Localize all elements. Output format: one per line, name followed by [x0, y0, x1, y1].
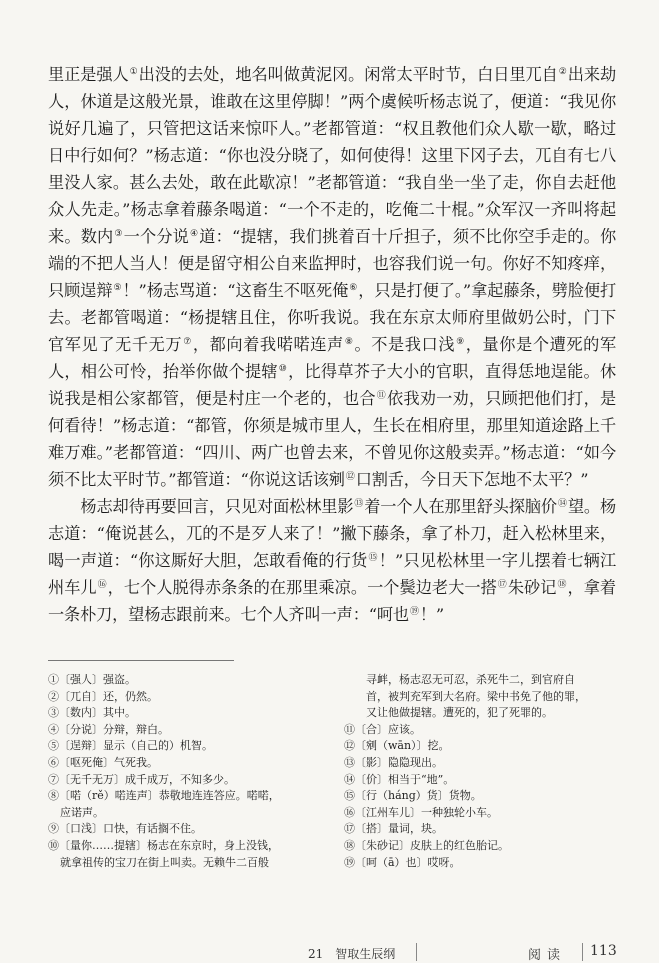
- footnotes-left-column: [48, 672, 320, 871]
- footnote: ⑦〔无千无万〕成千成万，不知多少。: [48, 772, 235, 786]
- text-run: ！”只见松林里一字儿摆着七辆江州车儿: [48, 551, 616, 597]
- footnote-marker: ⑬: [354, 499, 364, 509]
- text-run: ，拿着一条朴刀，望杨志跟前来。七个人齐叫一声：“呵也: [48, 578, 616, 624]
- footnote: ⑯〔江州车儿〕一种独轮小车。: [344, 805, 498, 819]
- lesson-title: 21 智取生辰纲: [308, 947, 396, 961]
- footnote: ⑬〔影〕隐隐现出。: [344, 755, 443, 769]
- text-run: 。不是我口浅: [354, 335, 456, 354]
- text-run: 道：“提辖，我们挑着百十斤担子，须不比你空手走的。你端的不把人当人！便是留守相公自来监押时，也容我们说一句。你好不知疼痒，只顾逞辩: [48, 227, 617, 300]
- footnote: ③〔数内〕其中。: [48, 706, 136, 720]
- footnote-marker: ③: [114, 229, 123, 239]
- text-run: 朱砂记: [507, 578, 557, 597]
- footnote: ⑤〔逞辩〕显示（自己的）机智。: [48, 739, 213, 753]
- footnote-marker: ⑪: [376, 391, 386, 401]
- text-run: ！”杨志骂道：“这畜生不呕死俺: [122, 281, 349, 300]
- footnote-marker: ⑫: [345, 472, 355, 482]
- footnote-marker: ①: [129, 67, 138, 77]
- footer-divider: [582, 943, 583, 961]
- footnote-line: 又让他做提辖。遭死的，犯了死罪的。: [366, 706, 553, 720]
- footnotes-right-column: [344, 672, 622, 871]
- text-run: 依我劝一劝，只顾把他们打，是何看待！”杨志道：“都管，你须是城市里人，生长在相府里，那里知道途路上千难万难。”老都管道：“四川、两广也曾去来，不曾见你这般卖弄。”杨志道：“如今须不比太平时节。”都管道：“你说这话该剜: [48, 389, 616, 489]
- footnote-marker: ⑮: [368, 553, 378, 563]
- text-run: 口割舌，今日天下怎地不太平？”: [355, 470, 589, 489]
- footnote-line: 首，被判充军到大名府。梁中书免了他的罪，: [366, 689, 586, 703]
- footnote-marker: ⑲: [409, 607, 419, 617]
- footnote-marker: ④: [190, 229, 199, 239]
- footnote: ⑧〔喏（rě）喏连声〕恭敬地连连答应。喏喏， 应诺声。: [48, 789, 280, 819]
- text-run: 出来劫人，休道是这般光景，谁敢在这里停脚！”两个虞候听杨志说了，便道：“我见你说好几遍了，只管把这话来惊吓人。”老都管道：“权且教他们众人歇一歇，略过日中行如何？”杨志道：“你也没分晓了，如何使得！这里下冈子去，兀自有七八里没人家。甚么去处，敢在此歇凉！”老都管道：“我自坐一坐了走，你自去赶他众人先走。”杨志拿着藤条喝道：“一个不走的，吃俺二十棍。”众军汉一齐叫将起来。数内: [48, 65, 617, 246]
- page-number: 113: [590, 943, 617, 959]
- text-run: 里正是强人: [48, 65, 129, 84]
- footnote: ④〔分说〕分辩，辩白。: [48, 722, 169, 736]
- footnote: ⑲〔呵（ā）也〕哎呀。: [344, 855, 461, 869]
- text-run: ！”: [419, 605, 444, 624]
- text-run: ，七个人脱得赤条条的在那里乘凉。一个鬓边老大一搭: [107, 578, 497, 597]
- footnote: ⑨〔口浅〕口快，有话搁不住。: [48, 822, 202, 836]
- footnote-marker: ⑯: [97, 580, 107, 590]
- section-label: 阅读: [528, 948, 567, 963]
- text-run: ，量你是个遭死的军人，相公可怜，抬举你做个提辖: [48, 335, 616, 381]
- footnote-marker: ⑭: [557, 499, 567, 509]
- footnote-divider: [48, 660, 234, 661]
- footer-divider: [416, 943, 417, 961]
- text-run: 望。杨志道：“俺说甚么，兀的不是歹人来了！”撇下藤条，拿了朴刀，赶入松林里来，喝一声道：“你这厮好大胆，怎敢看俺的行货: [48, 497, 616, 570]
- footnote-marker: ⑥: [349, 283, 358, 293]
- footnote-marker: ⑱: [557, 580, 567, 590]
- paragraph-2: [48, 493, 616, 628]
- footnote: ⑰〔搭〕量词，块。: [344, 822, 443, 836]
- footnote: ⑮〔行（háng）货〕货物。: [344, 789, 482, 803]
- text-run: 一个分说: [123, 227, 190, 246]
- footnote-marker: ⑦: [183, 337, 192, 347]
- text-run: 着一个人在那里舒头探脑价: [364, 497, 557, 516]
- footnote-line: 寻衅，杨志忍无可忍，杀死牛二，到官府自: [366, 673, 575, 686]
- footnote: ⑪〔合〕应该。: [344, 722, 421, 736]
- footnote-marker: ②: [558, 67, 567, 77]
- text-run: ，比得草芥子大小的官职，直得恁地逞能。休说我是相公家都管，便是村庄一个老的，也合: [48, 362, 616, 408]
- footnote: ②〔兀自〕还，仍然。: [48, 689, 158, 703]
- footnote: ⑱〔朱砂记〕皮肤上的红色胎记。: [344, 838, 509, 852]
- text-run: ，都向着我喏喏连声: [192, 335, 344, 354]
- footnote-marker: ⑧: [344, 337, 354, 347]
- footnote: ⑫〔剜（wān）〕挖。: [344, 739, 450, 753]
- footnote-marker: ⑰: [497, 580, 507, 590]
- paragraph-1: [48, 61, 616, 493]
- page-footer: [0, 943, 659, 963]
- footnote-marker: ⑨: [456, 337, 465, 347]
- text-run: 杨志却待再要回言，只见对面松林里影: [80, 497, 354, 516]
- main-text: [48, 61, 616, 628]
- footnote: ⑭〔价〕相当于“地”。: [344, 772, 455, 786]
- footnote-marker: ⑩: [278, 364, 288, 374]
- footnote-marker: ⑤: [113, 283, 122, 293]
- footnote: ①〔强人〕强盗。: [48, 673, 136, 686]
- footnote: ⑩〔量你……提辖〕杨志在东京时，身上没钱， 就拿祖传的宝刀在街上叫卖。无赖牛二百般: [48, 838, 279, 869]
- text-run: ，只是打便了。”拿起藤条，劈脸便打去。老都管喝道：“杨提辖且住，你听我说。我在东京太师府里做奶公时，门下官军见了无千无万: [48, 281, 617, 354]
- text-run: 出没的去处，地名叫做黄泥冈。闲常太平时节，白日里兀自: [138, 65, 558, 84]
- footnote-10-continuation: [344, 672, 622, 722]
- footnote: ⑥〔呕死俺〕气死我。: [48, 755, 158, 769]
